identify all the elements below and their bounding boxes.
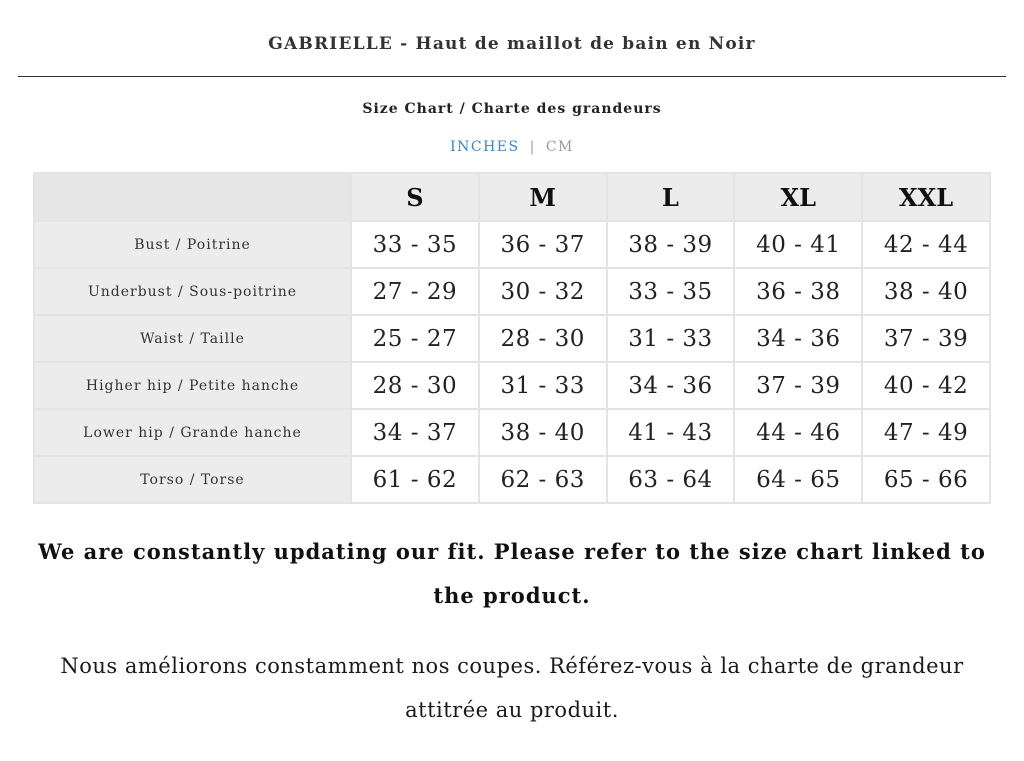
fit-update-note-english: We are constantly updating our fit. Please refer to the size chart linked to the product. (38, 539, 986, 608)
table-cell: 61 - 62 (351, 456, 479, 503)
row-label-torso: Torso / Torse (34, 456, 351, 503)
table-cell: 36 - 38 (734, 268, 862, 315)
table-row-torso (34, 456, 990, 503)
row-label-lower-hip: Lower hip / Grande hanche (34, 409, 351, 456)
size-chart-title: Size Chart / Charte des grandeurs (362, 101, 662, 117)
table-cell: 37 - 39 (862, 315, 990, 362)
row-label-waist: Waist / Taille (34, 315, 351, 362)
table-cell: 28 - 30 (351, 362, 479, 409)
table-cell: 34 - 36 (734, 315, 862, 362)
title-divider (18, 76, 1006, 77)
table-cell: 28 - 30 (479, 315, 607, 362)
table-cell: 38 - 40 (479, 409, 607, 456)
table-cell: 65 - 66 (862, 456, 990, 503)
table-cell: 33 - 35 (351, 221, 479, 268)
size-chart-table (33, 172, 991, 504)
table-cell: 38 - 39 (607, 221, 735, 268)
table-cell: 42 - 44 (862, 221, 990, 268)
size-header-xl: XL (734, 173, 862, 221)
table-cell: 40 - 41 (734, 221, 862, 268)
unit-separator: | (529, 139, 536, 155)
size-header-s: S (351, 173, 479, 221)
size-header-xxl: XXL (862, 173, 990, 221)
table-corner-cell (34, 173, 351, 221)
row-label-higher-hip: Higher hip / Petite hanche (34, 362, 351, 409)
table-cell: 37 - 39 (734, 362, 862, 409)
table-cell: 64 - 65 (734, 456, 862, 503)
table-cell: 34 - 37 (351, 409, 479, 456)
table-cell: 34 - 36 (607, 362, 735, 409)
table-cell: 30 - 32 (479, 268, 607, 315)
table-cell: 31 - 33 (607, 315, 735, 362)
table-cell: 38 - 40 (862, 268, 990, 315)
unit-toggle (0, 139, 1024, 155)
table-cell: 44 - 46 (734, 409, 862, 456)
table-row-lower-hip (34, 409, 990, 456)
table-cell: 62 - 63 (479, 456, 607, 503)
size-header-l: L (607, 173, 735, 221)
unit-inches-tab[interactable]: INCHES (450, 139, 520, 155)
table-cell: 33 - 35 (607, 268, 735, 315)
table-row-bust (34, 221, 990, 268)
table-cell: 36 - 37 (479, 221, 607, 268)
table-cell: 25 - 27 (351, 315, 479, 362)
table-cell: 47 - 49 (862, 409, 990, 456)
table-cell: 31 - 33 (479, 362, 607, 409)
row-label-bust: Bust / Poitrine (34, 221, 351, 268)
unit-cm-tab[interactable]: CM (545, 139, 574, 155)
table-cell: 63 - 64 (607, 456, 735, 503)
fit-update-note-french: Nous améliorons constamment nos coupes. Référez-vous à la charte de grandeur attitrée au produit. (60, 654, 964, 722)
table-row-waist (34, 315, 990, 362)
product-title: GABRIELLE - Haut de maillot de bain en Noir (268, 34, 756, 54)
table-row-higher-hip (34, 362, 990, 409)
table-row-underbust (34, 268, 990, 315)
table-cell: 40 - 42 (862, 362, 990, 409)
table-header-row (34, 173, 990, 221)
size-header-m: M (479, 173, 607, 221)
table-cell: 27 - 29 (351, 268, 479, 315)
row-label-underbust: Underbust / Sous-poitrine (34, 268, 351, 315)
table-cell: 41 - 43 (607, 409, 735, 456)
